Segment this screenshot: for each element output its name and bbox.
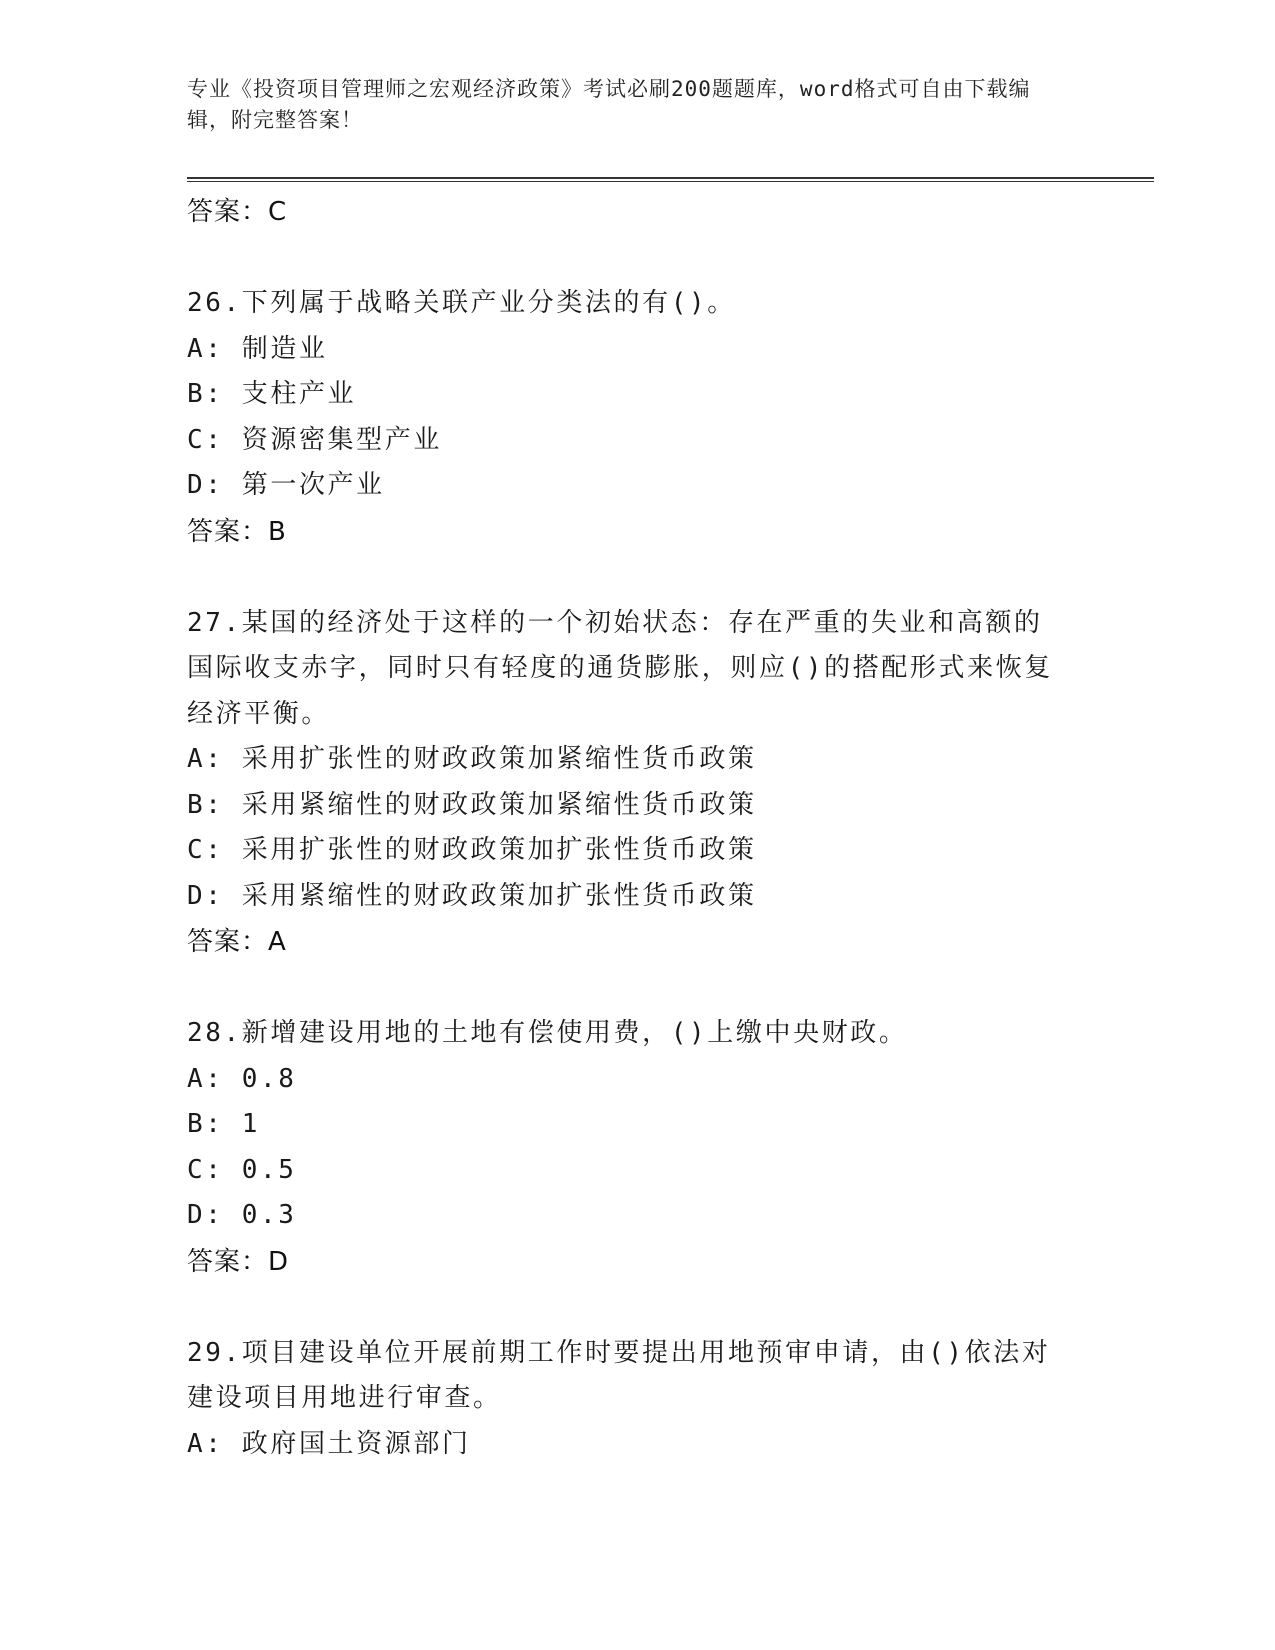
option-c: C: 采用扩张性的财政政策加扩张性货币政策 — [187, 835, 757, 865]
question-text: 29.项目建设单位开展前期工作时要提出用地预审申请，由()依法对建设项目用地进行审查。 — [187, 1337, 1051, 1413]
option-b: B: 1 — [187, 1109, 261, 1139]
option-b: B: 支柱产业 — [187, 379, 357, 409]
answer-line: 答案：C — [187, 197, 288, 227]
question-block — [187, 1011, 1067, 1285]
question-block — [187, 1331, 1067, 1468]
option-a: A: 采用扩张性的财政政策加紧缩性货币政策 — [187, 744, 757, 774]
spacer — [187, 1285, 1067, 1331]
question-text: 28.新增建设用地的土地有偿使用费，()上缴中央财政。 — [187, 1018, 908, 1048]
option-d: D: 第一次产业 — [187, 470, 385, 500]
option-b: B: 采用紧缩性的财政政策加紧缩性货币政策 — [187, 789, 757, 820]
spacer — [187, 555, 1067, 601]
option-a: A: 0.8 — [187, 1063, 297, 1094]
spacer — [187, 235, 1067, 281]
header-divider-thin — [187, 181, 1154, 182]
option-a: A: 制造业 — [187, 333, 328, 364]
document-body — [187, 189, 1067, 1467]
option-d: D: 采用紧缩性的财政政策加扩张性货币政策 — [187, 880, 757, 911]
option-c: C: 0.5 — [187, 1154, 297, 1185]
question-block — [187, 601, 1067, 966]
answer-line: 答案：D — [187, 1246, 290, 1277]
answer-line: 答案：B — [187, 516, 287, 547]
question-text: 26.下列属于战略关联产业分类法的有()。 — [187, 288, 736, 318]
option-c: C: 资源密集型产业 — [187, 424, 442, 455]
spacer — [187, 965, 1067, 1011]
option-a: A: 政府国土资源部门 — [187, 1428, 471, 1459]
page-header: 专业《投资项目管理师之宏观经济政策》考试必刷200题题库，word格式可自由下载编辑，附完整答案！ — [187, 77, 1031, 132]
header-divider — [187, 177, 1154, 179]
question-text: 27.某国的经济处于这样的一个初始状态：存在严重的失业和高额的国际收支赤字，同时只有轻度的通货膨胀，则应()的搭配形式来恢复经济平衡。 — [187, 607, 1053, 729]
question-block — [187, 281, 1067, 555]
answer-line: 答案：A — [187, 927, 287, 957]
option-d: D: 0.3 — [187, 1200, 297, 1230]
